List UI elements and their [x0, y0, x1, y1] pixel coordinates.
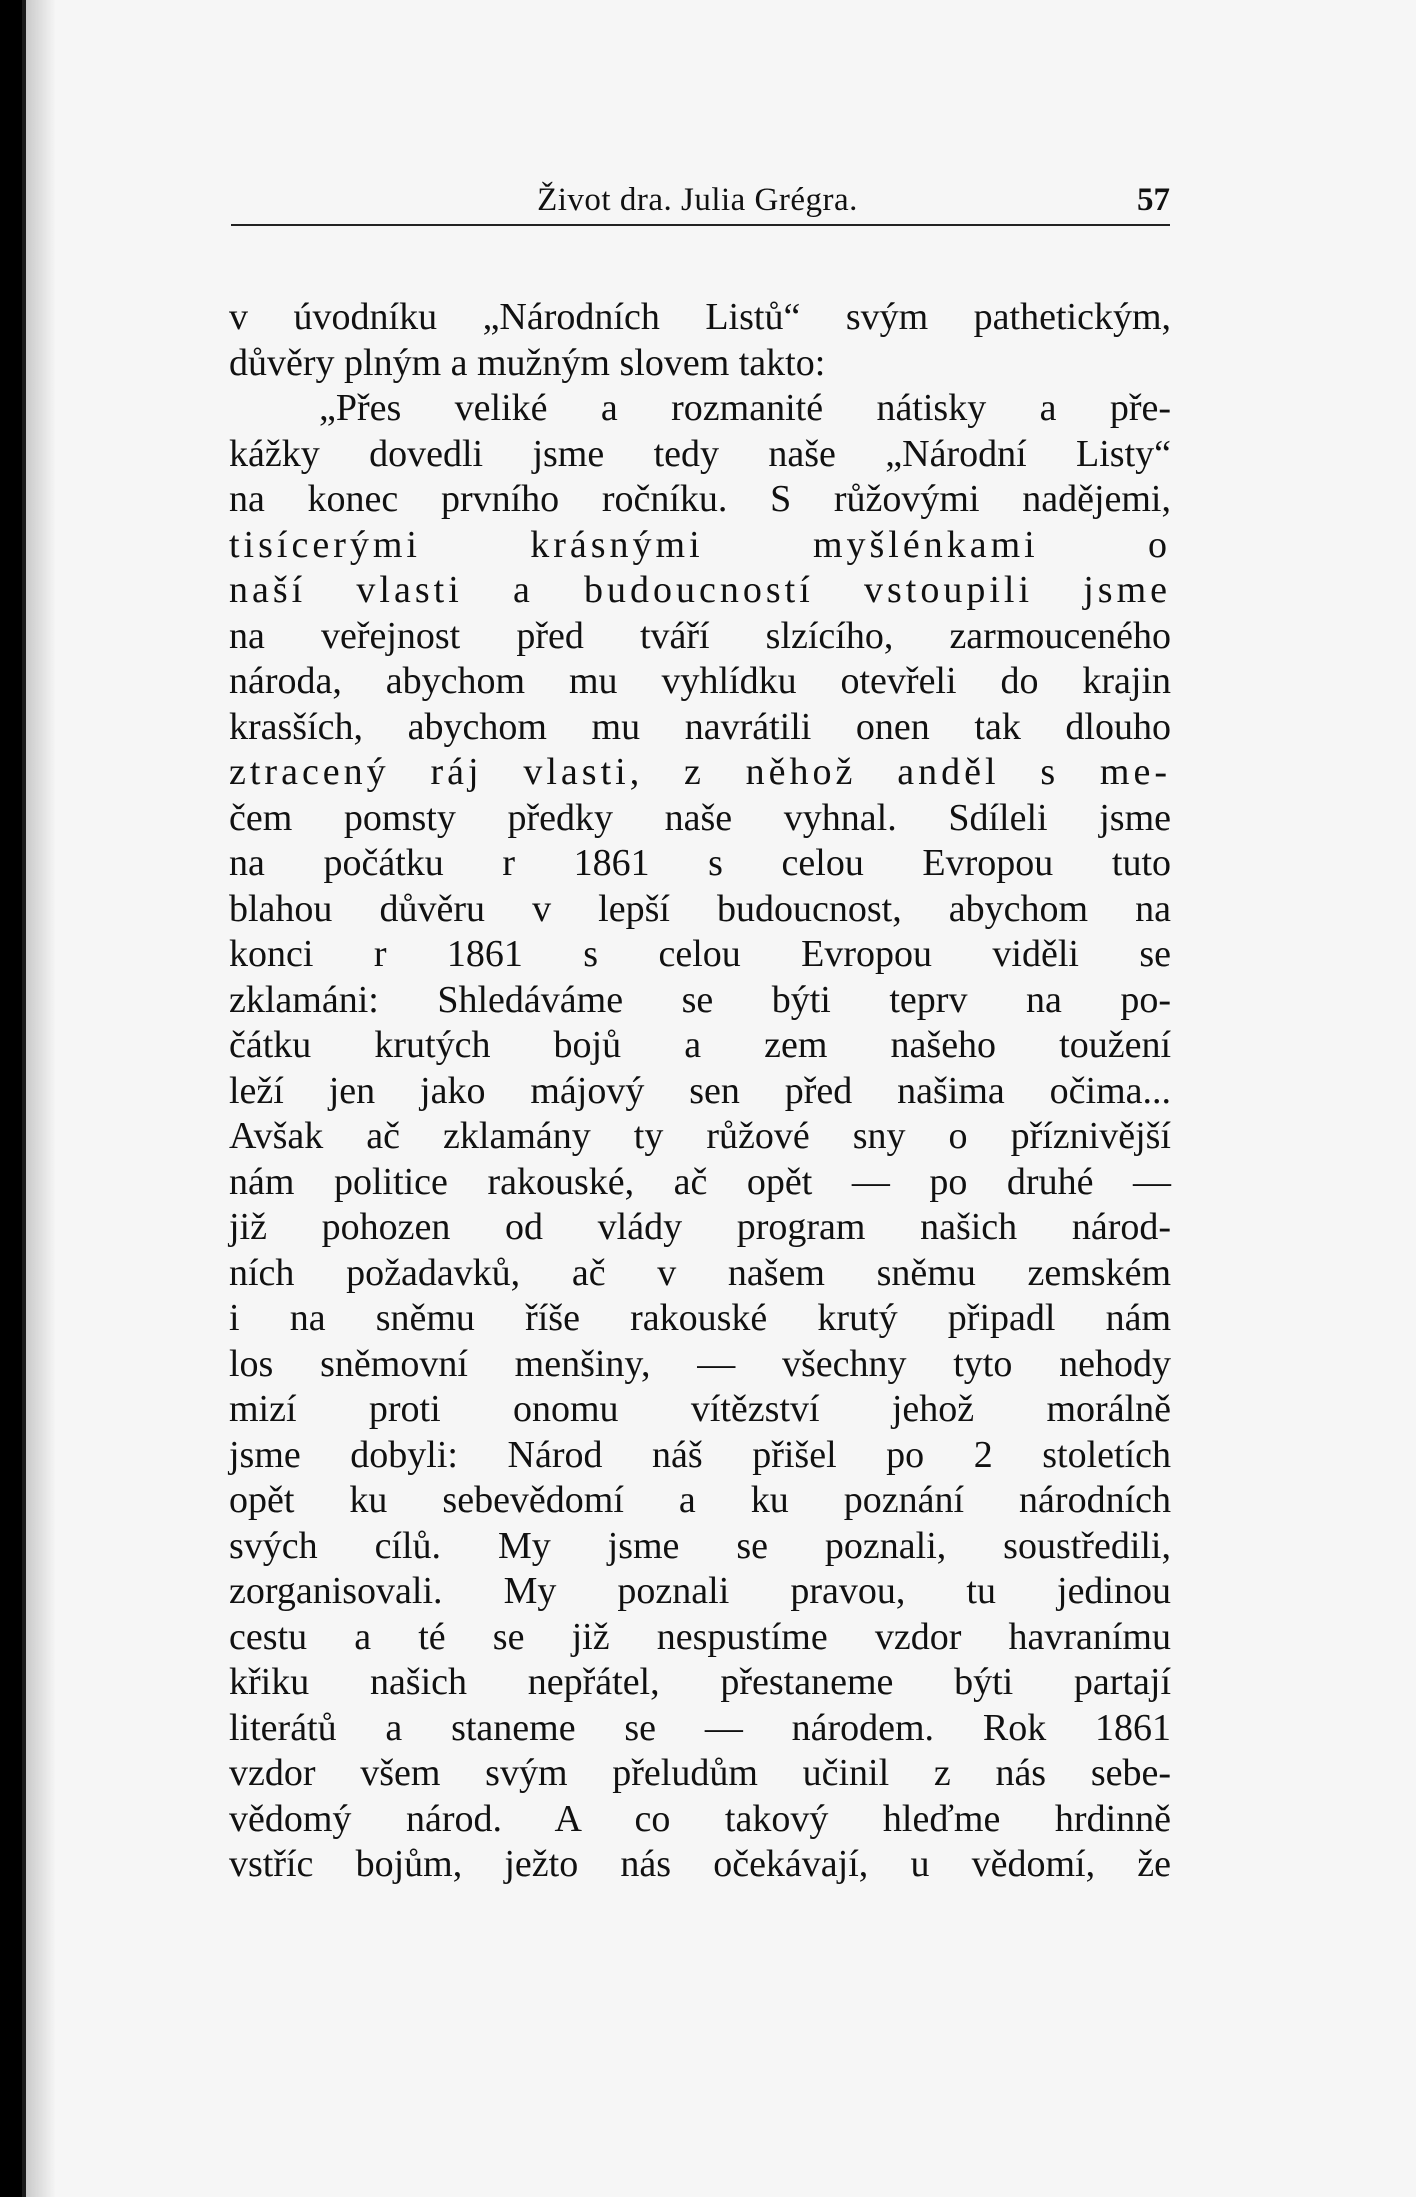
text-line: ztracený ráj vlasti, z něhož anděl s me- [229, 751, 1171, 793]
text-line: vzdor všem svým přeludům učinil z nás sebe- [229, 1752, 1171, 1794]
binding-shadow [26, 0, 56, 2197]
text-line: konci r 1861 s celou Evropou viděli se [229, 933, 1171, 975]
text-line: nám politice rakouské, ač opět — po druhé — [229, 1160, 1171, 1203]
text-line: opět ku sebevědomí a ku poznání národních [229, 1479, 1171, 1521]
text-line: v úvodníku „Národních Listů“ svým pathetickým, [229, 296, 1171, 338]
text-line: Avšak ač zklamány ty růžové sny o příznivější [229, 1115, 1171, 1157]
running-title: Život dra. Julia Grégra. [537, 182, 858, 218]
text-line: ních požadavků, ač v našem sněmu zemském [229, 1251, 1171, 1294]
text-line: čátku krutých bojů a zem našeho toužení [229, 1024, 1171, 1066]
body-text [229, 295, 1171, 1888]
text-line: na veřejnost před tváří slzícího, zarmouceného [229, 614, 1171, 657]
text-line: „Přes veliké a rozmanité nátisky a pře- [319, 387, 1171, 429]
text-line: literátů a staneme se — národem. Rok 1861 [229, 1706, 1171, 1749]
text-line: křiku našich nepřátel, přestaneme býti partají [229, 1661, 1171, 1703]
text-line: tisícerými krásnými myšlénkami o [229, 523, 1171, 566]
text-line: zorganisovali. My poznali pravou, tu jedinou [229, 1570, 1171, 1612]
text-line: krasších, abychom mu navrátili onen tak dlouho [229, 705, 1171, 748]
text-line: svých cílů. My jsme se poznali, soustředili, [229, 1524, 1171, 1567]
page-number: 57 [1137, 182, 1170, 218]
text-line: na konec prvního ročníku. S růžovými nadějemi, [229, 478, 1171, 520]
text-line: zklamáni: Shledáváme se býti teprv na po- [229, 978, 1171, 1021]
text-line: národa, abychom mu vyhlídku otevřeli do krajin [229, 660, 1171, 702]
text-line: vstříc bojům, ježto nás očekávají, u vědomí, že [229, 1843, 1171, 1885]
text-line: důvěry plným a mužným slovem takto: [229, 341, 826, 384]
text-line: jsme dobyli: Národ náš přišel po 2 stoletích [229, 1433, 1171, 1476]
text-line: vědomý národ. A co takový hleďme hrdinně [229, 1797, 1171, 1840]
text-line: cestu a té se již nespustíme vzdor havranímu [229, 1615, 1171, 1658]
text-line: čem pomsty předky naše vyhnal. Sdíleli jsme [229, 796, 1171, 839]
text-line: naší vlasti a budoucností vstoupili jsme [229, 569, 1171, 611]
text-line: kážky dovedli jsme tedy naše „Národní Listy“ [229, 432, 1171, 475]
text-line: los sněmovní menšiny, — všechny tyto nehody [229, 1342, 1171, 1385]
running-header [225, 178, 1170, 222]
text-line: již pohozen od vlády program našich národ- [229, 1206, 1171, 1248]
text-line: i na sněmu říše rakouské krutý připadl nám [229, 1297, 1171, 1339]
text-line: mizí proti onomu vítězství jehož morálně [229, 1388, 1171, 1430]
text-line: leží jen jako májový sen před našima očima... [229, 1069, 1171, 1112]
header-rule [231, 224, 1170, 226]
text-line: blahou důvěru v lepší budoucnost, abychom na [229, 887, 1171, 930]
text-line: na počátku r 1861 s celou Evropou tuto [229, 842, 1171, 884]
